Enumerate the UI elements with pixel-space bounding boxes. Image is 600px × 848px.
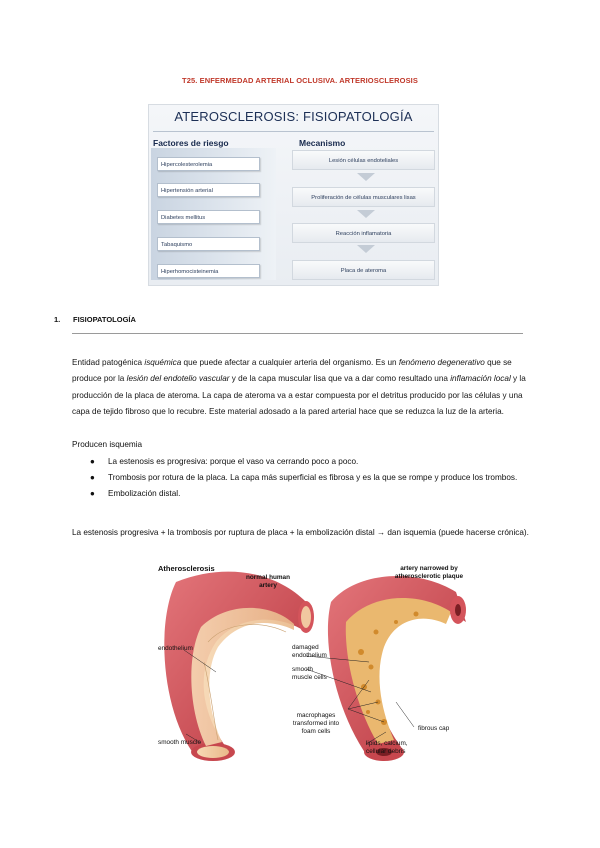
- ischemia-heading: Producen isquemia: [72, 440, 143, 449]
- ischemia-list: [90, 454, 535, 502]
- artery-illustration: [156, 562, 472, 768]
- atherosclerosis-diagram: [156, 562, 472, 768]
- risk-factor-item: Tabaquismo: [157, 237, 260, 251]
- intro-paragraph: Entidad patogénica isquémica que puede afectar a cualquier arteria del organismo. Es un fenómeno degenerativo que se produce por la lesión del endotelio vascular y de la capa muscular lisa que va a dar como resultado una inflamación local y la producción de la placa de ateroma. La capa de ateroma va a estar compuesta por el detritus producido por las células y una capa de tejido fibroso que lo recubre. Este material adosado a la pared arterial hace que se reduzca la luz de la arteria.: [72, 358, 526, 416]
- risk-factor-item: Hipertensión arterial: [157, 183, 260, 197]
- down-arrow-icon: [357, 210, 375, 218]
- risk-factors-panel: [151, 148, 276, 280]
- section-number: 1.: [54, 315, 61, 324]
- mechanism-step: Proliferación de células musculares lisas: [292, 187, 435, 207]
- pathophysiology-slide: [148, 104, 439, 286]
- endothelium-label: endothelium: [158, 645, 193, 652]
- mechanism-step: Placa de ateroma: [292, 260, 435, 280]
- narrowed-artery-drawing: [328, 576, 466, 761]
- narrowed-artery-label: artery narrowed by atherosclerotic plaque: [394, 565, 464, 580]
- diagram-title: Atherosclerosis: [158, 564, 215, 573]
- mechanism-step: Lesión células endoteliales: [292, 150, 435, 170]
- slide-divider: [153, 131, 434, 132]
- mechanism-step: Reacción inflamatoria: [292, 223, 435, 243]
- list-item: ● La estenosis es progresiva: porque el vaso va cerrando poco a poco.: [90, 457, 359, 466]
- risk-factor-item: Diabetes mellitus: [157, 210, 260, 224]
- list-item: ● Trombosis por rotura de la placa. La capa más superficial es fibrosa y es la que se rompe y produce los trombos.: [90, 473, 518, 482]
- risk-factor-item: Hiperhomocisteinemia: [157, 264, 260, 278]
- down-arrow-icon: [357, 173, 375, 181]
- section-divider: [72, 333, 523, 334]
- risk-factor-item: Hipercolesterolemia: [157, 157, 260, 171]
- normal-artery-label: normal human artery: [245, 574, 291, 589]
- slide-title: ATEROSCLEROSIS: FISIOPATOLOGÍA: [174, 109, 413, 124]
- fibrous-cap-label: fibrous cap: [418, 725, 450, 732]
- risk-factors-header: Factores de riesgo: [153, 138, 229, 148]
- smooth-muscle-cells-label: smooth muscle cells: [292, 666, 327, 681]
- document-title: T25. ENFERMEDAD ARTERIAL OCLUSIVA. ARTERIOSCLEROSIS: [182, 76, 418, 85]
- section-title: FISIOPATOLOGÍA: [73, 315, 136, 324]
- lipids-label: lipids, calcium, cellular debris: [366, 740, 408, 755]
- smooth-muscle-label: smooth muscle: [158, 739, 201, 746]
- down-arrow-icon: [357, 245, 375, 253]
- list-item: ● Embolización distal.: [90, 489, 181, 498]
- mechanism-header: Mecanismo: [299, 138, 346, 148]
- conclusion-text: La estenosis progresiva + la trombosis por ruptura de placa + la embolización distal → dan isquemia (puede hacerse crónica).: [72, 528, 529, 537]
- damaged-endothelium-label: damaged endothelium: [292, 644, 327, 659]
- macrophages-label: macrophages transformed into foam cells: [292, 712, 340, 735]
